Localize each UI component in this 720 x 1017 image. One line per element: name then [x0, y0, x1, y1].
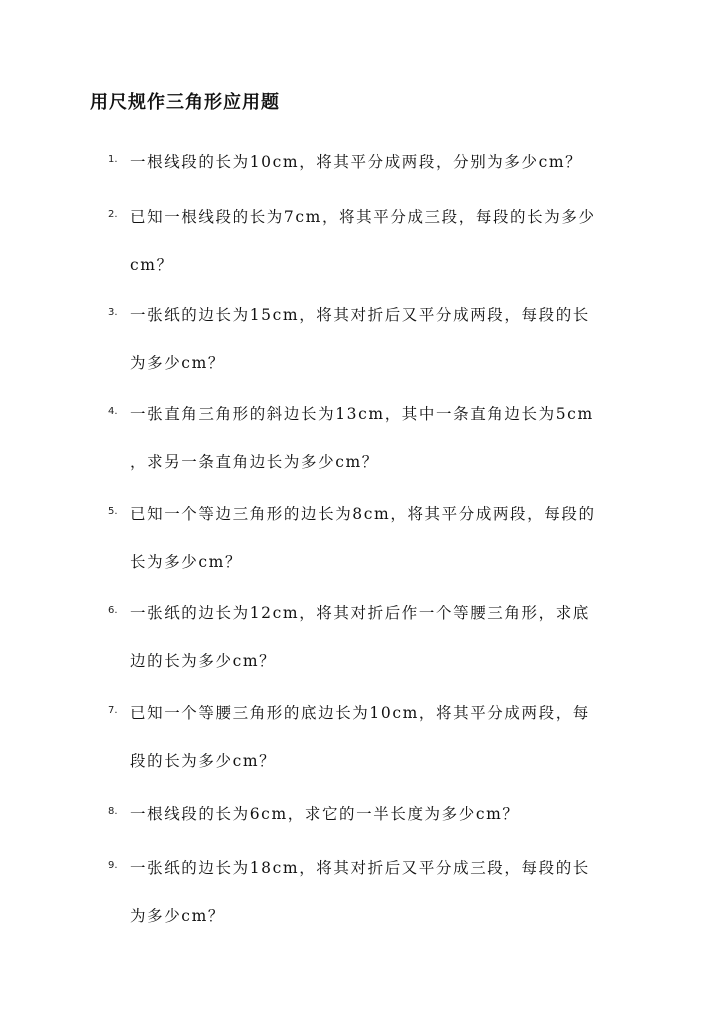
question-text-continued: 为多少cm？ — [130, 907, 225, 925]
question-number: 7. — [108, 705, 118, 716]
question-text-continued: 边的长为多少cm？ — [130, 652, 277, 670]
question-text-continued: 长为多少cm？ — [130, 553, 243, 571]
question-text: 一张直角三角形的斜边长为13cm，其中一条直角边长为5cm — [130, 405, 594, 423]
question-text-continued: 段的长为多少cm？ — [130, 752, 277, 770]
question-number: 9. — [108, 860, 118, 871]
question-text: 一张纸的边长为15cm，将其对折后又平分成两段，每段的长 — [130, 306, 590, 324]
question-text: 已知一个等腰三角形的底边长为10cm，将其平分成两段，每 — [130, 704, 590, 722]
question-number: 1. — [108, 154, 118, 165]
question-number: 5. — [108, 506, 118, 517]
question-text-continued: cm？ — [130, 256, 174, 274]
page-title: 用尺规作三角形应用题 — [90, 92, 280, 113]
question-text: 已知一个等边三角形的边长为8cm，将其平分成两段，每段的 — [130, 505, 596, 523]
question-number: 4. — [108, 406, 118, 417]
question-number: 3. — [108, 307, 118, 318]
question-text: 已知一根线段的长为7cm，将其平分成三段，每段的长为多少 — [130, 208, 596, 226]
question-text: 一张纸的边长为12cm，将其对折后作一个等腰三角形，求底 — [130, 604, 590, 622]
question-text: 一根线段的长为6cm，求它的一半长度为多少cm？ — [130, 805, 520, 823]
question-number: 2. — [108, 209, 118, 220]
question-number: 8. — [108, 806, 118, 817]
question-text-continued: 为多少cm？ — [130, 354, 225, 372]
question-text-continued: ，求另一条直角边长为多少cm？ — [130, 453, 379, 471]
question-number: 6. — [108, 605, 118, 616]
question-text: 一张纸的边长为18cm，将其对折后又平分成三段，每段的长 — [130, 859, 590, 877]
question-text: 一根线段的长为10cm，将其平分成两段，分别为多少cm？ — [130, 153, 583, 171]
